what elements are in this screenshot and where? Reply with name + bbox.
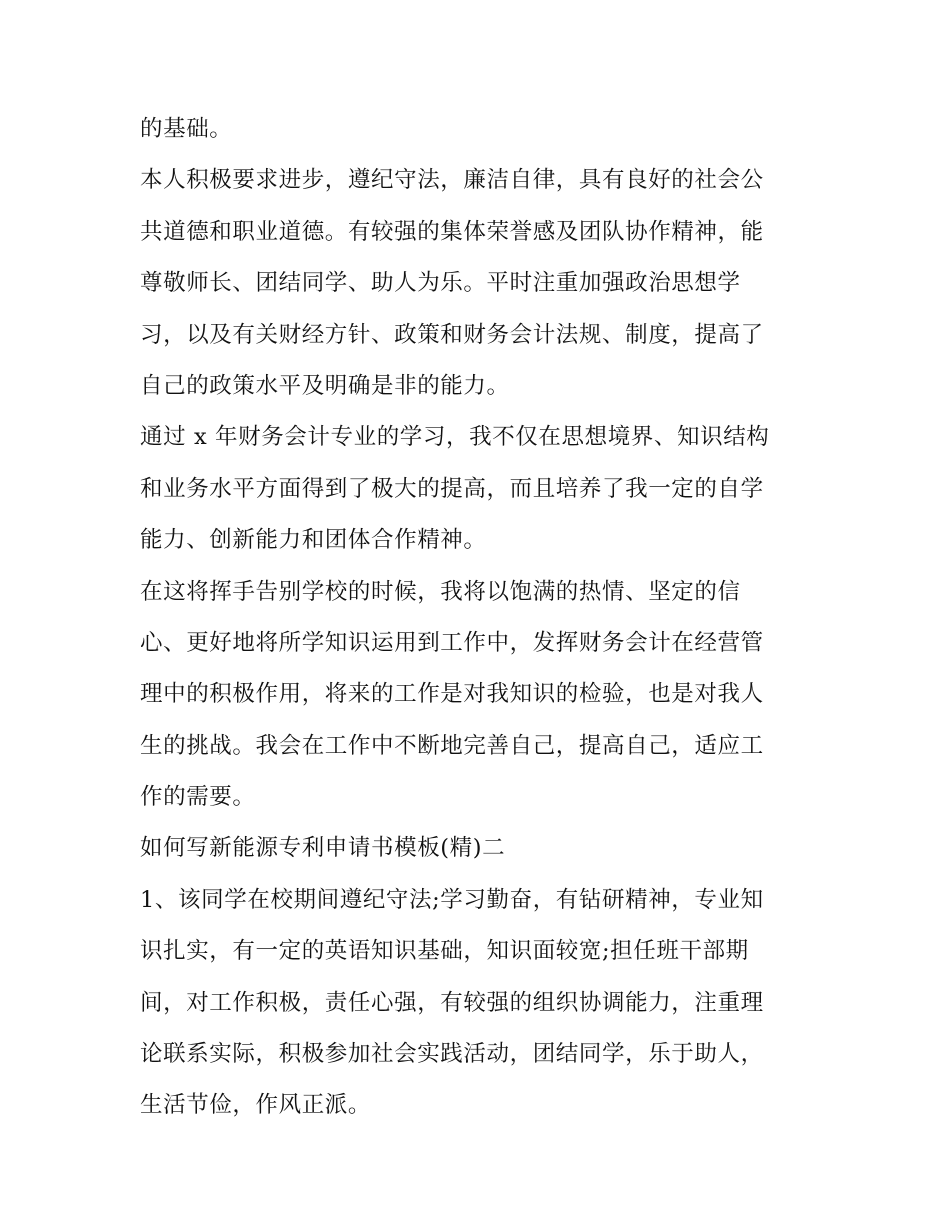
text-line: 的基础。 xyxy=(140,116,233,142)
text-line: 尊敬师长、团结同学、助人为乐。平时注重加强政治思想学 xyxy=(140,270,741,297)
text-line: 本人积极要求进步，遵纪守法，廉洁自律，具有良好的社会公 xyxy=(140,167,764,194)
text-line: 习，以及有关财经方针、政策和财务会计法规、制度，提高了 xyxy=(140,321,764,348)
text-line: 通过 x 年财务会计专业的学习，我不仅在思想境界、知识结构 xyxy=(140,424,770,451)
text-line: 自己的政策水平及明确是非的能力。 xyxy=(140,372,510,399)
text-line: 在这将挥手告别学校的时候，我将以饱满的热情、坚定的信 xyxy=(140,578,741,605)
text-line: 能力、创新能力和团体合作精神。 xyxy=(140,527,487,554)
section-heading: 如何写新能源专利申请书模板(精)二 xyxy=(140,835,506,862)
text-line: 理中的积极作用，将来的工作是对我知识的检验，也是对我人 xyxy=(140,681,764,708)
text-line: 心、更好地将所学知识运用到工作中，发挥财务会计在经营管 xyxy=(140,629,764,656)
text-line: 和业务水平方面得到了极大的提高，而且培养了我一定的自学 xyxy=(140,475,764,502)
text-line: 间，对工作积极，责任心强，有较强的组织协调能力，注重理 xyxy=(140,989,764,1016)
text-line: 生的挑战。我会在工作中不断地完善自己，提高自己，适应工 xyxy=(140,732,764,759)
text-line: 生活节俭，作风正派。 xyxy=(140,1092,372,1119)
text-line: 论联系实际，积极参加社会实践活动，团结同学，乐于助人， xyxy=(140,1041,764,1068)
text-line: 共道德和职业道德。有较强的集体荣誉感及团队协作精神，能 xyxy=(140,218,764,245)
text-line: 1、该同学在校期间遵纪守法;学习勤奋，有钻研精神，专业知 xyxy=(140,886,764,913)
text-line: 识扎实，有一定的英语知识基础，知识面较宽;担任班干部期 xyxy=(140,938,749,965)
text-line: 作的需要。 xyxy=(140,784,256,811)
document-body xyxy=(140,104,812,1132)
